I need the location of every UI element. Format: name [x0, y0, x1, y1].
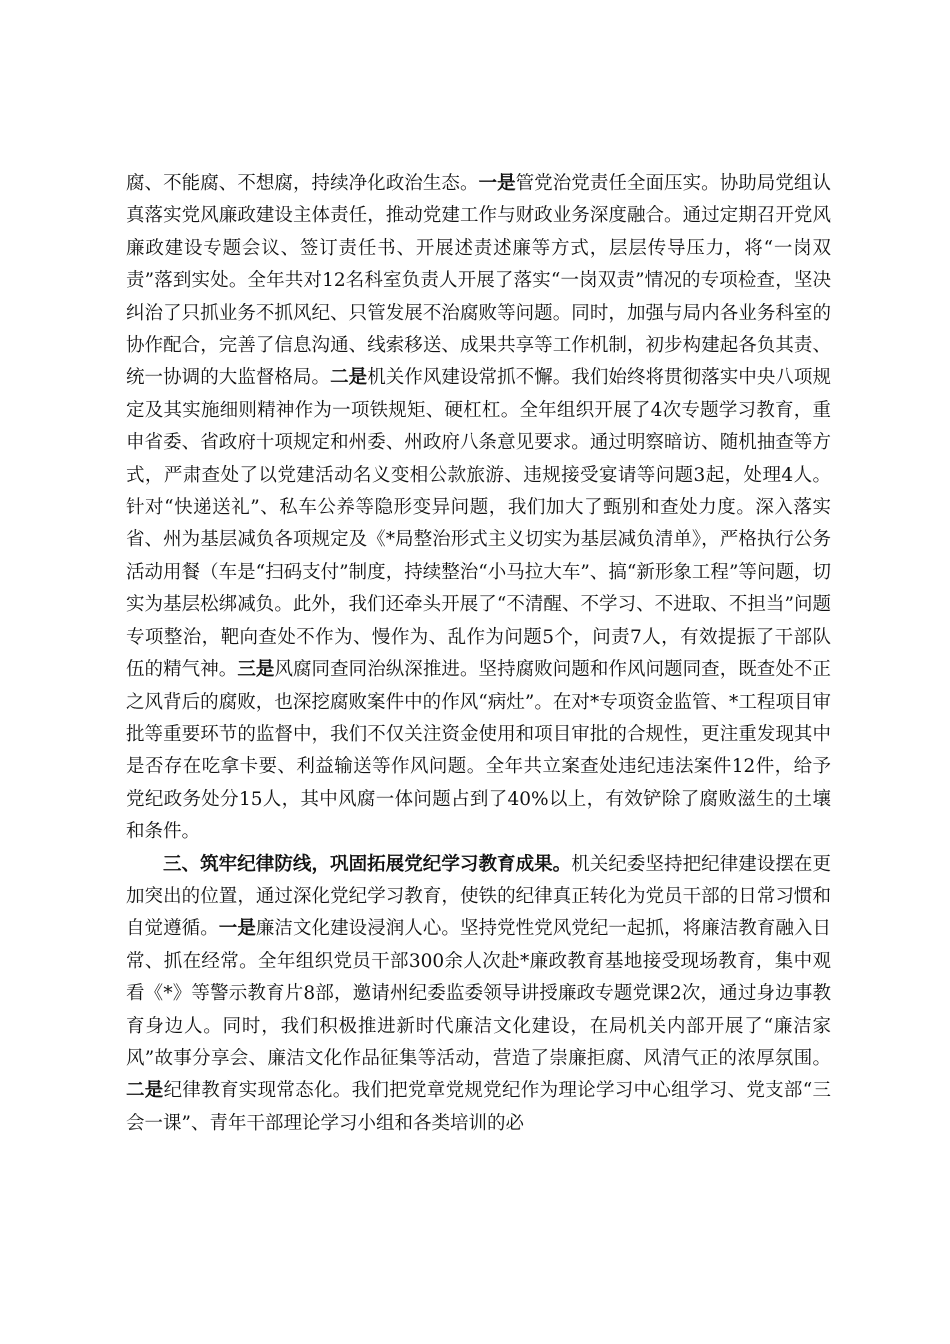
paragraph-continued [126, 168, 831, 849]
bold-marker-ershi: 二是 [126, 1080, 164, 1102]
text-run: 风腐同查同治纵深推进。坚持腐败问题和作风问题同查，既查处不正之风背后的腐败，也深挖腐败案件中的作风“病灶”。在对*专项资金监管、*工程项目审批等重要环节的监督中，我们不仅关注资金使用和项目审批的合规性，更注重发现其中是否存在吃拿卡要、利益输送等作风问题。全年共立案查处违纪违法案件12件，给予党纪政务处分15人，其中风腐一体问题占到了40%以上，有效铲除了腐败滋生的土壤和条件。 [126, 659, 831, 843]
text-run: 管党治党责任全面压实。协助局党组认真落实党风廉政建设主体责任，推动党建工作与财政业务深度融合。通过定期召开党风廉政建设专题会议、签订责任书、开展述责述廉等方式，层层传导压力，将“一岗双责”落到实处。全年共对12名科室负责人开展了落实“一岗双责”情况的专项检查，坚决纠治了只抓业务不抓风纪、只管发展不治腐败等问题。同时，加强与局内各业务科室的协作配合，完善了信息沟通、线索移送、成果共享等工作机制，初步构建起各负其责、统一协调的大监督格局。 [126, 173, 831, 389]
text-run: 纪律教育实现常态化。我们把党章党规党纪作为理论学习中心组学习、党支部“三会一课”、青年干部理论学习小组和各类培训的必 [126, 1080, 831, 1134]
document-body [126, 168, 831, 1140]
bold-marker-yishi: 一是 [218, 918, 256, 940]
paragraph-section-three [126, 849, 831, 1141]
text-run: 机关作风建设常抓不懈。我们始终将贯彻落实中央八项规定及其实施细则精神作为一项铁规矩、硬杠杠。全年组织开展了4次专题学习教育，重申省委、省政府十项规定和州委、州政府八条意见要求。通过明察暗访、随机抽查等方式，严肃查处了以党建活动名义变相公款旅游、违规接受宴请等问题3起，处理4人。针对“快递送礼”、私车公养等隐形变异问题，我们加大了甄别和查处力度。深入落实省、州为基层减负各项规定及《*局整治形式主义切实为基层减负清单》，严格执行公务活动用餐（车是“扫码支付”制度，持续整治“小马拉大车”、搞“新形象工程”等问题，切实为基层松绑减负。此外，我们还牵头开展了“不清醒、不学习、不进取、不担当”问题专项整治，靶向查处不作为、慢作为、乱作为问题5个，问责7人，有效提振了干部队伍的精气神。 [126, 367, 831, 681]
text-run: 廉洁文化建设浸润人心。坚持党性党风党纪一起抓，将廉洁教育融入日常、抓在经常。全年组织党员干部300余人次赴*廉政教育基地接受现场教育，集中观看《*》等警示教育片8部，邀请州纪委监委领导讲授廉政专题党课2次，通过身边事教育身边人。同时，我们积极推进新时代廉洁文化建设，在局机关内部开展了“廉洁家风”故事分享会、廉洁文化作品征集等活动，营造了崇廉拒腐、风清气正的浓厚氛围。 [126, 918, 831, 1069]
section-heading: 三、筑牢纪律防线，巩固拓展党纪学习教育成果。 [163, 853, 572, 875]
text-run: 腐、不能腐、不想腐，持续净化政治生态。 [126, 173, 479, 194]
bold-marker-yishi: 一是 [478, 173, 516, 194]
bold-marker-sanshi: 三是 [237, 659, 275, 681]
bold-marker-ershi: 二是 [330, 367, 368, 389]
text-run: 机关纪委坚持把纪律建设摆在更加突出的位置，通过深化党纪学习教育，使铁的纪律真正转化为党员干部的日常习惯和自觉遵循。 [126, 853, 831, 940]
